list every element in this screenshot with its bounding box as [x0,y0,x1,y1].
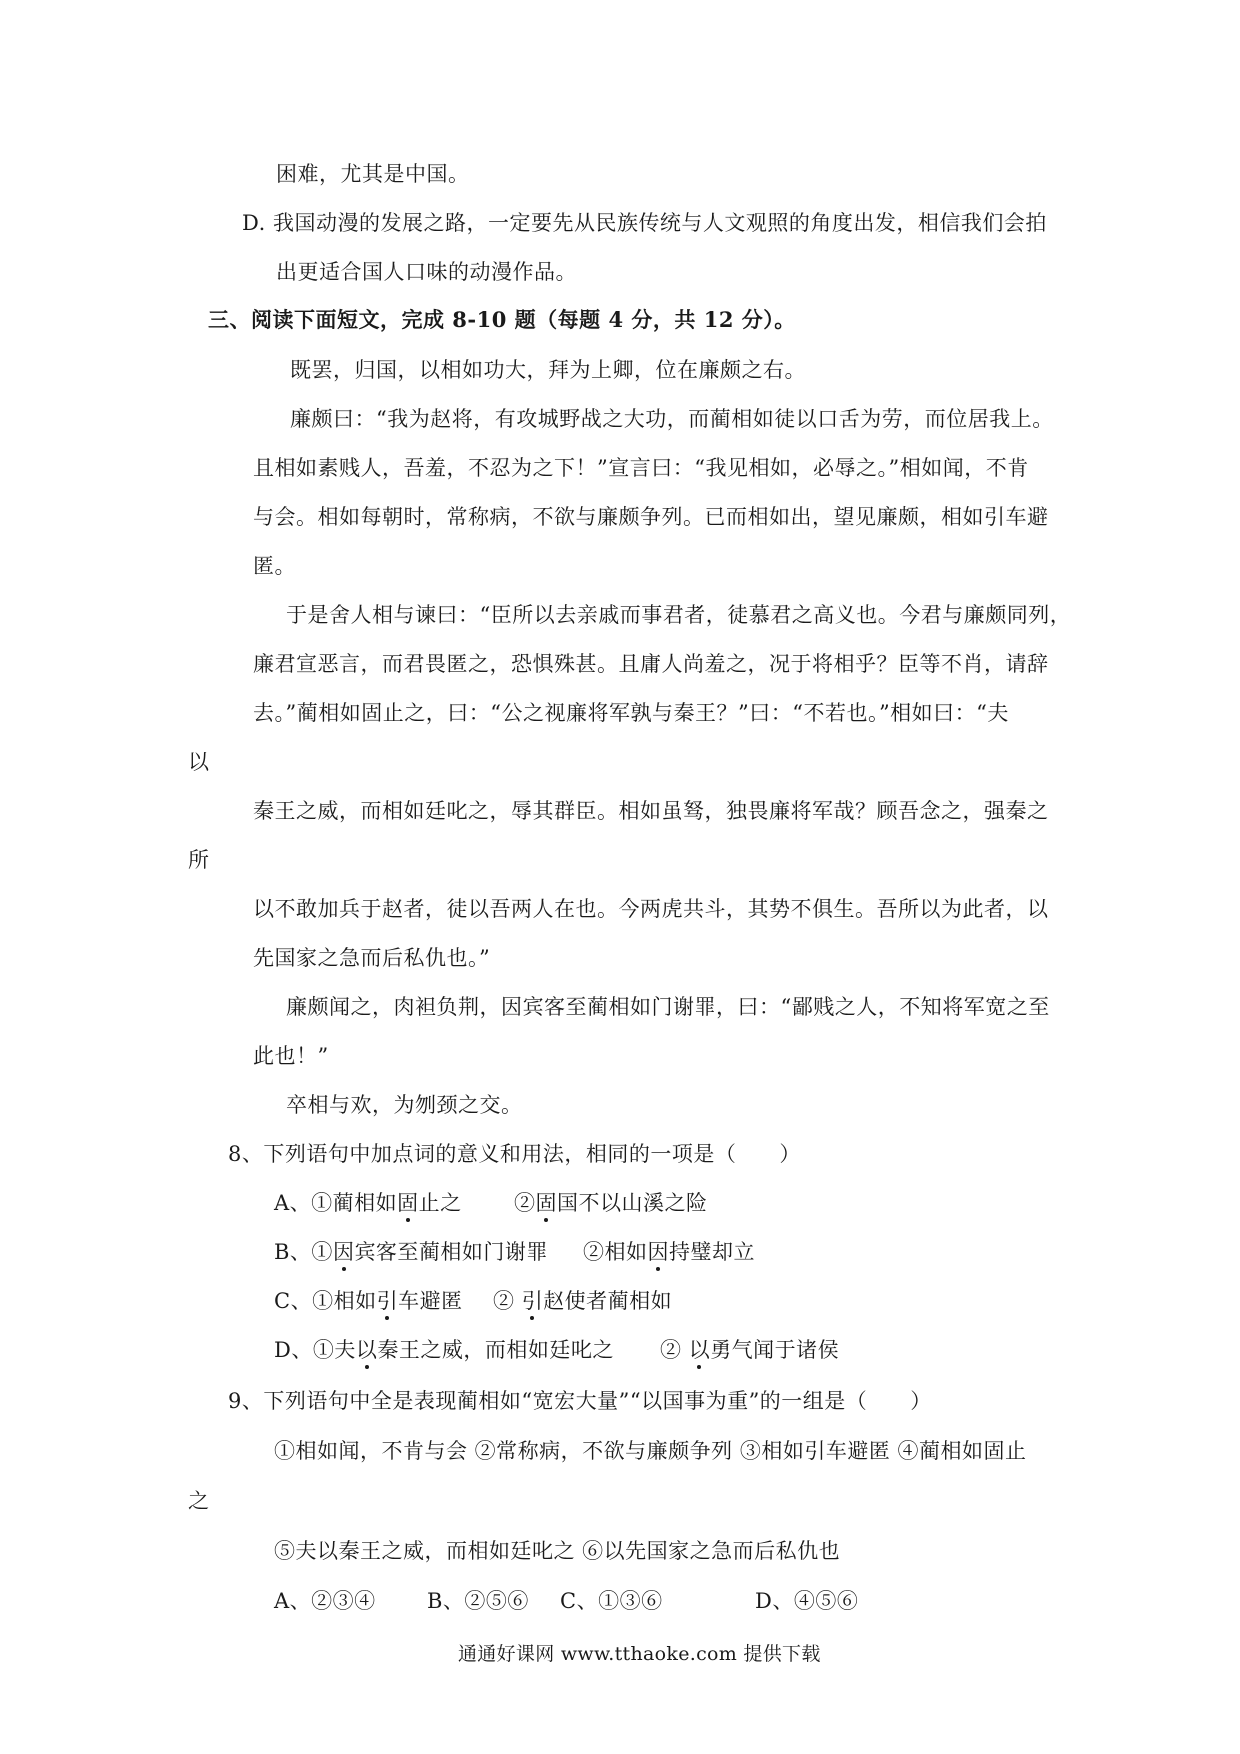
q8-b1-text: B、① [274,1240,333,1264]
question-9-stem: 9、下列语句中全是表现蔺相如“宽宏大量”“以国事为重”的一组是（ ） [228,1389,932,1413]
section-3-heading: 三、阅读下面短文，完成 8-10 题（每题 4 分，共 12 分）。 [208,307,796,332]
passage-line: 先国家之急而后私仇也。” [253,946,491,970]
q8-a1-text: A、①蔺相如 [274,1191,398,1215]
passage-line: 既罢，归国，以相如功大，拜为上卿，位在廉颇之右。 [290,358,806,382]
option-c-continuation: 困难，尤其是中国。 [276,162,470,186]
q8-a2-text: ② [514,1191,536,1215]
q8-option-b-2 [583,1238,755,1266]
q8-d2-text: 勇气闻于诸侯 [710,1338,840,1362]
q8-option-a-2 [514,1189,708,1217]
passage-line: 廉颇闻之，肉袒负荆，因宾客至蔺相如门谢罪，曰：“鄙贱之人，不知将军宽之至 [286,995,1050,1019]
q8-d1-text: 秦王之威，而相如廷叱之 [377,1338,614,1362]
q8-option-b [274,1238,548,1266]
q8-c1-text: C、①相如 [274,1289,377,1313]
dotted-char: 固 [535,1191,557,1215]
q8-b2-text: ②相如 [583,1240,648,1264]
dotted-char: 以 [688,1338,711,1362]
q9-items-wrap: 之 [188,1489,210,1513]
dotted-char: 以 [355,1338,378,1362]
page-footer: 通通好课网 www.tthaoke.com 提供下载 [458,1643,821,1665]
q8-c2-text: 赵使者蔺相如 [543,1289,673,1313]
q9-items-line-2: ⑤夫以秦王之威，而相如廷叱之 ⑥以先国家之急而后私仇也 [274,1539,841,1563]
dotted-char: 引 [521,1289,544,1313]
passage-line: 去。”蔺相如固止之，曰：“公之视廉将军孰与秦王？”曰：“不若也。”相如曰：“夫 [253,701,1009,725]
dotted-char: 因 [332,1240,355,1264]
passage-line: 廉君宣恶言，而君畏匿之，恐惧殊甚。且庸人尚羞之，况于将相乎？臣等不肖，请辞 [253,652,1049,676]
q8-b1-text: 宾客至蔺相如门谢罪 [354,1240,548,1264]
q8-d1-text: D、①夫 [274,1338,356,1362]
passage-line: 与会。相如每朝时，常称病，不欲与廉颇争列。已而相如出，望见廉颇，相如引车避 [253,505,1049,529]
passage-line: 卒相与欢，为刎颈之交。 [286,1093,523,1117]
q8-a1-text: 止之 [418,1191,462,1215]
q8-option-d-2 [660,1336,839,1364]
q9-choice-d: D、④⑤⑥ [755,1589,859,1613]
q8-option-a [274,1189,462,1217]
passage-line: 所 [188,848,210,872]
question-8-stem: 8、下列语句中加点词的意义和用法，相同的一项是（ ） [228,1142,801,1166]
dotted-char: 固 [397,1191,419,1215]
q8-c1-text: 车避匿 [398,1289,463,1313]
q8-c2-text: ② [493,1289,522,1313]
q8-b2-text: 持璧却立 [669,1240,755,1264]
q8-a2-text: 国不以山溪之险 [557,1191,708,1215]
q9-choice-c: C、①③⑥ [560,1589,663,1613]
passage-line: 以 [188,750,210,774]
dotted-char: 引 [376,1289,399,1313]
passage-line: 廉颇曰：“我为赵将，有攻城野战之大功，而蔺相如徒以口舌为劳，而位居我上。 [290,407,1054,431]
passage-line: 且相如素贱人，吾羞，不忍为之下！”宣言曰：“我见相如，必辱之。”相如闻，不肯 [253,456,1029,480]
passage-line: 匿。 [253,554,296,578]
option-d-line-2: 出更适合国人口味的动漫作品。 [276,260,577,284]
option-d-line-1: D. 我国动漫的发展之路，一定要先从民族传统与人文观照的角度出发，相信我们会拍 [242,211,1047,235]
q8-option-c-2 [493,1287,672,1315]
dotted-char: 因 [647,1240,669,1264]
q8-option-d [274,1336,614,1364]
passage-line: 以不敢加兵于赵者，徒以吾两人在也。今两虎共斗，其势不俱生。吾所以为此者，以 [253,897,1049,921]
q9-choice-a: A、②③④ [274,1589,376,1613]
q8-option-c [274,1287,463,1315]
passage-line: 秦王之威，而相如廷叱之，辱其群臣。相如虽驽，独畏廉将军哉？顾吾念之，强秦之 [253,799,1049,823]
q8-d2-text: ② [660,1338,689,1362]
passage-line: 此也！” [253,1044,329,1068]
passage-line: 于是舍人相与谏曰：“臣所以去亲戚而事君者，徒慕君之高义也。今君与廉颇同列， [286,603,1072,627]
q9-choice-b: B、②⑤⑥ [427,1589,529,1613]
q9-items-line-1: ①相如闻，不肯与会 ②常称病，不欲与廉颇争列 ③相如引车避匿 ④蔺相如固止 [274,1439,1027,1463]
